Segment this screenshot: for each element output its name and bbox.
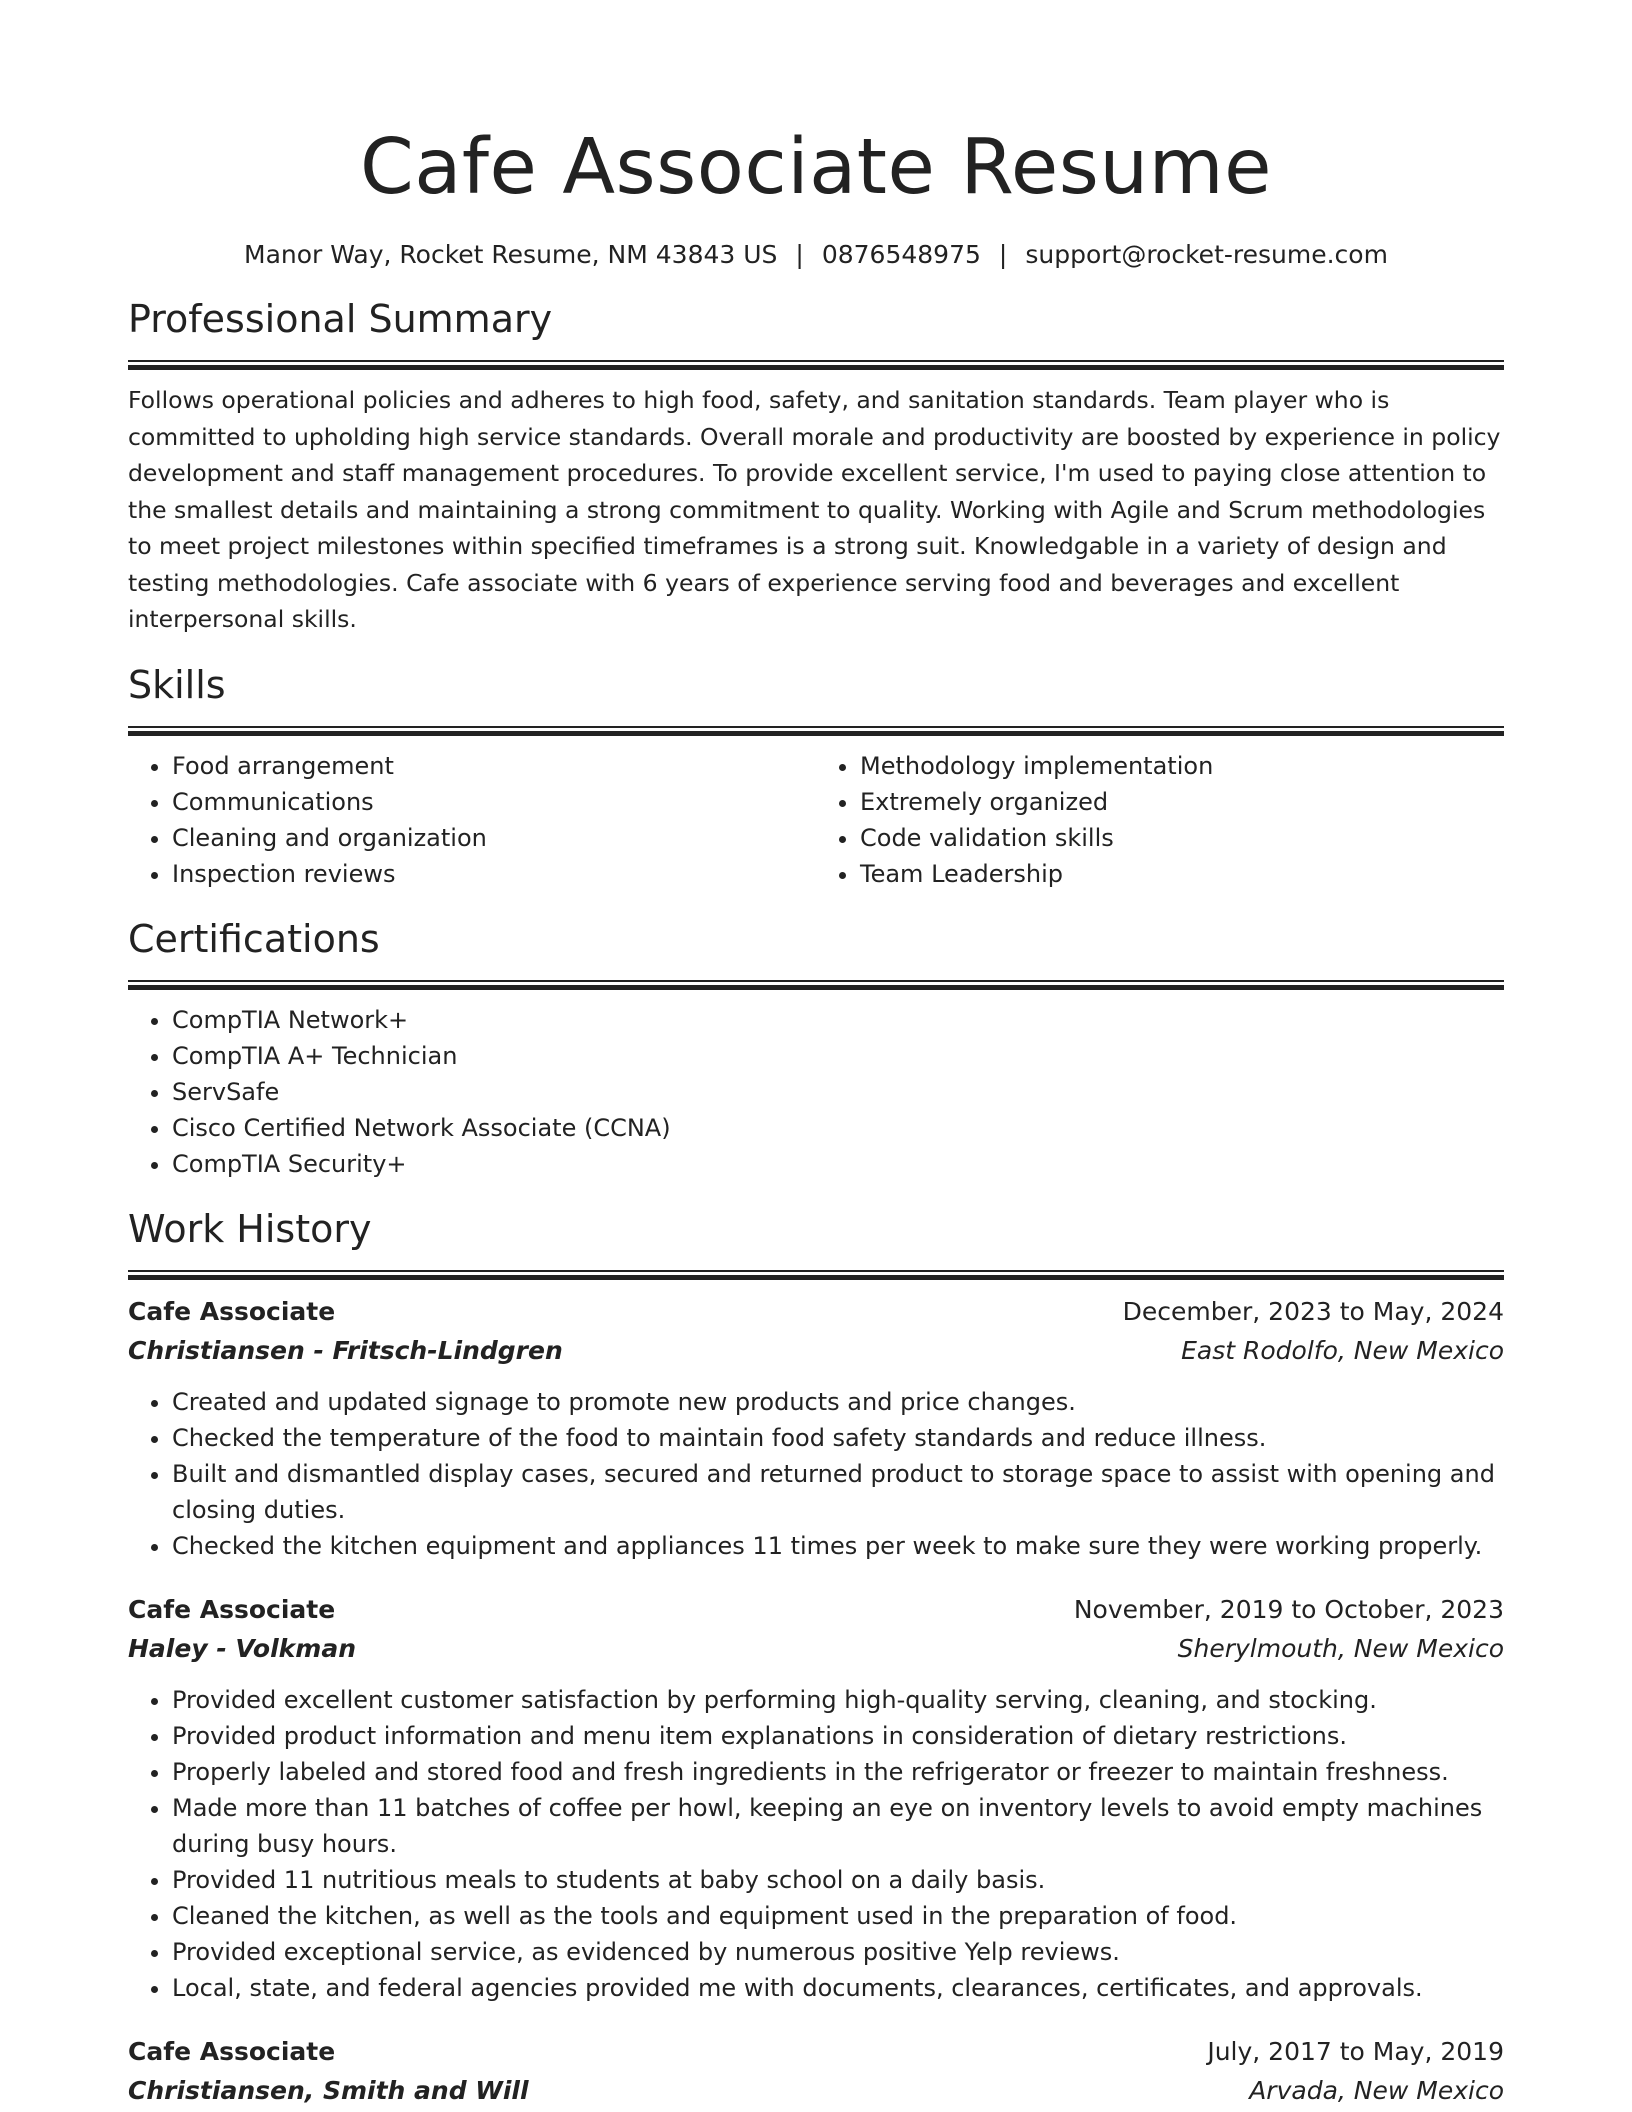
skills-heading: Skills — [128, 662, 226, 707]
job-entry — [128, 1292, 1504, 1564]
certification-item: • ServSafe — [172, 1074, 1504, 1110]
contact-phone: 0876548975 — [821, 240, 981, 269]
job-entry — [128, 2032, 1504, 2110]
skills-list-right — [816, 748, 1504, 892]
job-company-row — [128, 1629, 1504, 1668]
section-divider — [128, 726, 1504, 736]
job-bullet: • Checked the temperature of the food to maintain food safety standards and reduce illness. — [172, 1420, 1504, 1456]
job-bullet: • Checked the kitchen equipment and appliances 11 times per week to make sure they were working properly. — [172, 1528, 1504, 1564]
contact-address: Manor Way, Rocket Resume, NM 43843 US — [244, 240, 778, 269]
certifications-heading: Certifications — [128, 916, 380, 961]
section-divider — [128, 1270, 1504, 1280]
section-divider — [128, 360, 1504, 370]
work-history-heading: Work History — [128, 1206, 372, 1251]
skill-item: • Team Leadership — [860, 856, 1504, 892]
job-bullet: • Properly labeled and stored food and fresh ingredients in the refrigerator or freezer to maintain freshness. — [172, 1754, 1504, 1790]
resume-page — [128, 0, 1504, 2110]
job-header-row — [128, 1292, 1504, 1331]
certification-item: • CompTIA A+ Technician — [172, 1038, 1504, 1074]
job-title: Cafe Associate — [128, 1296, 336, 1326]
contact-separator: | — [795, 240, 804, 269]
job-location: East Rodolfo, New Mexico — [1181, 1335, 1504, 1365]
job-title: Cafe Associate — [128, 1594, 336, 1624]
job-bullet: • Provided excellent customer satisfaction by performing high-quality serving, cleaning, and stocking. — [172, 1682, 1504, 1718]
contact-separator: | — [998, 240, 1008, 269]
job-bullet: • Local, state, and federal agencies provided me with documents, clearances, certificates, and approvals. — [172, 1970, 1504, 2006]
skill-item: • Code validation skills — [860, 820, 1504, 856]
job-bullet: • Built and dismantled display cases, secured and returned product to storage space to assist with opening and closing duties. — [172, 1456, 1504, 1528]
skills-list-left — [128, 748, 816, 892]
work-history-section — [128, 1182, 1504, 2110]
job-company: Haley - Volkman — [128, 1633, 357, 1663]
skill-item: • Inspection reviews — [172, 856, 816, 892]
job-company-row — [128, 1331, 1504, 1370]
job-dates: December, 2023 to May, 2024 — [1122, 1296, 1504, 1326]
contact-line — [128, 238, 1504, 272]
job-header-row — [128, 2032, 1504, 2071]
summary-heading: Professional Summary — [128, 297, 553, 341]
certifications-list — [128, 1002, 1504, 1182]
job-bullet: • Created and updated signage to promote new products and price changes. — [172, 1384, 1504, 1420]
skill-item: • Cleaning and organization — [172, 820, 816, 856]
job-bullets — [128, 1682, 1504, 2006]
summary-text: Follows operational policies and adheres to high food, safety, and sanitation standards. Team player who is committed to upholding high service standards. Overall morale and productivity are boosted by experience in policy development and staff management procedures. To provide excellent service, I'm used to paying close attention to the smallest details and maintaining a strong commitment to quality. Working with Agile and Scrum methodologies to meet project milestones within specified timeframes is a strong suit. Knowledgable in a variety of design and testing methodologies. Cafe associate with 6 years of experience serving food and beverages and excellent interpersonal skills. — [128, 386, 1501, 633]
job-bullet: • Made more than 11 batches of coffee per howl, keeping an eye on inventory levels to avoid empty machines during busy hours. — [172, 1790, 1504, 1862]
skill-item: • Extremely organized — [860, 784, 1504, 820]
certification-item: • Cisco Certified Network Associate (CCNA) — [172, 1110, 1504, 1146]
job-company: Christiansen, Smith and Will — [128, 2075, 529, 2105]
job-bullet: • Provided product information and menu item explanations in consideration of dietary restrictions. — [172, 1718, 1504, 1754]
job-dates: July, 2017 to May, 2019 — [1207, 2036, 1504, 2066]
skills-section — [128, 638, 1504, 892]
job-bullet: • Cleaned the kitchen, as well as the tools and equipment used in the preparation of food. — [172, 1898, 1504, 1934]
skills-grid — [128, 748, 1504, 892]
job-bullet: • Provided 11 nutritious meals to students at baby school on a daily basis. — [172, 1862, 1504, 1898]
job-location: Arvada, New Mexico — [1249, 2075, 1504, 2105]
job-company: Christiansen - Fritsch-Lindgren — [128, 1335, 563, 1365]
job-header-row — [128, 1590, 1504, 1629]
certification-item: • CompTIA Network+ — [172, 1002, 1504, 1038]
skill-item: • Food arrangement — [172, 748, 816, 784]
certifications-section — [128, 892, 1504, 1182]
summary-section — [128, 272, 1504, 638]
job-title: Cafe Associate — [128, 2036, 336, 2066]
contact-email: support@rocket-resume.com — [1025, 240, 1388, 269]
certification-item: • CompTIA Security+ — [172, 1146, 1504, 1182]
job-bullet: • Provided exceptional service, as evidenced by numerous positive Yelp reviews. — [172, 1934, 1504, 1970]
job-location: Sherylmouth, New Mexico — [1177, 1633, 1504, 1663]
job-dates: November, 2019 to October, 2023 — [1073, 1594, 1504, 1624]
resume-title: Cafe Associate Resume — [359, 123, 1273, 212]
job-bullets — [128, 1384, 1504, 1564]
job-entry — [128, 1590, 1504, 2006]
skill-item: • Communications — [172, 784, 816, 820]
section-divider — [128, 980, 1504, 990]
job-company-row — [128, 2071, 1504, 2110]
skill-item: • Methodology implementation — [860, 748, 1504, 784]
